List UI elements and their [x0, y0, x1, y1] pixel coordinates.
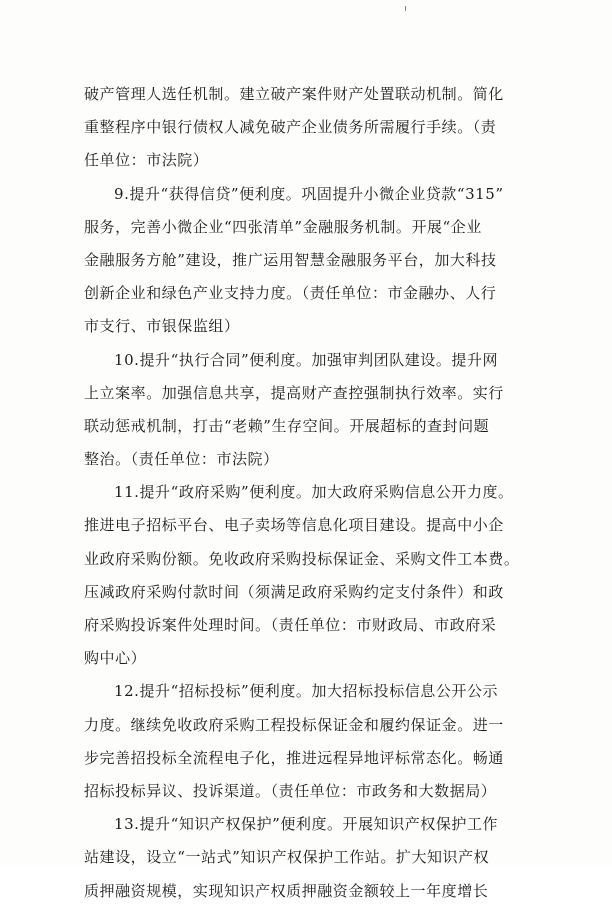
text-line: 推进电子招标平台、电子卖场等信息化项目建设。提高中小企 [84, 516, 504, 535]
body-text [84, 78, 560, 908]
item-12-heading-line: 12.提升“招标投标”便利度。加大招标投标信息公开公示 [114, 682, 499, 701]
item-13-heading-line: 13.提升“知识产权保护”便利度。开展知识产权保护工作 [114, 815, 499, 834]
text-line: 服务，完善小微企业“四张清单”金融服务机制。开展“企业 [84, 217, 482, 236]
text-line: 金融服务方舱”建设，推广运用智慧金融服务平台，加大科技 [84, 250, 497, 269]
text-line: 府采购投诉案件处理时间。（责任单位：市财政局、市政府采 [84, 616, 497, 634]
text-line: 任单位：市法院） [84, 151, 209, 170]
text-line: 力度。继续免收政府采购工程投标保证金和履约保证金。进一 [84, 715, 504, 734]
item-11-heading-line: 11.提升“政府采购”便利度。加大政府采购信息公开力度。 [114, 483, 514, 502]
item-10-heading-line: 10.提升“执行合同”便利度。加强审判团队建设。提升网 [114, 350, 499, 369]
text-line: 购中心） [84, 649, 147, 668]
text-line: 市支行、市银保监组） [84, 317, 240, 336]
text-line: 联动惩戒机制，打击“老赖”生存空间。开展超标的查封问题 [84, 416, 490, 435]
scan-mark [405, 6, 406, 11]
text-line: 破产管理人选任机制。建立破产案件财产处置联动机制。简化 [84, 85, 504, 103]
item-9-heading-line: 9.提升“获得信贷”便利度。巩固提升小微企业贷款“315” [114, 184, 504, 203]
text-line: 质押融资规模，实现知识产权质押融资金额较上一年度增长 [84, 881, 489, 900]
text-line: 上立案率。加强信息共享，提高财产查控强制执行效率。实行 [84, 383, 504, 402]
text-line: 站建设，设立“一站式”知识产权保护工作站。扩大知识产权 [84, 848, 490, 867]
text-line: 创新企业和绿色产业支持力度。（责任单位：市金融办、人行 [84, 284, 497, 303]
text-line: 重整程序中银行债权人减免破产企业债务所需履行手续。（责 [84, 118, 497, 137]
text-line: 业政府采购份额。免收政府采购投标保证金、采购文件工本费。 [84, 549, 520, 568]
text-line: 步完善招投标全流程电子化，推进远程异地评标常态化。畅通 [84, 748, 504, 767]
text-line: 压减政府采购付款时间（须满足政府采购约定支付条件）和政 [84, 582, 504, 601]
text-line: 整治。（责任单位：市法院） [84, 450, 279, 469]
text-line: 招标投标异议、投诉渠道。（责任单位：市政务和大数据局） [84, 781, 497, 800]
